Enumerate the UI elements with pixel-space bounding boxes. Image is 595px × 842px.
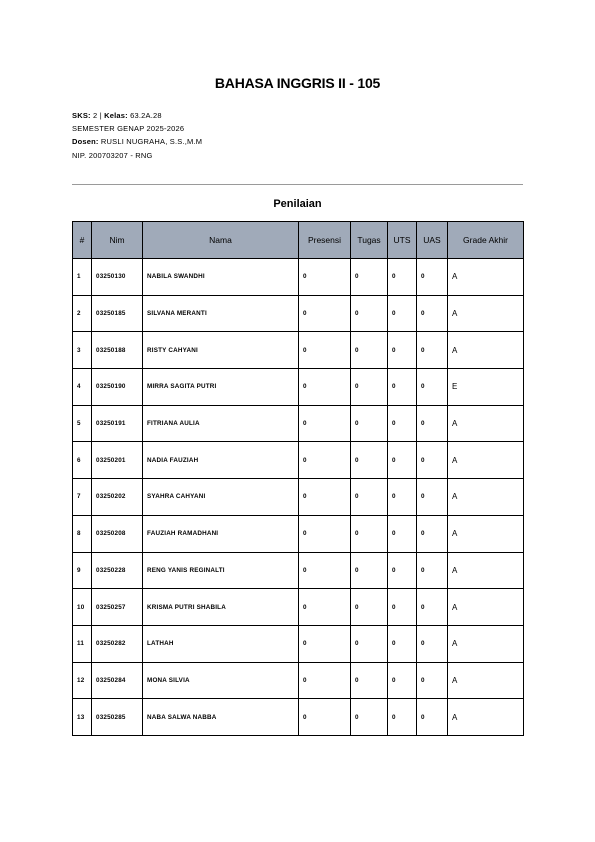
cell-uts: 0 xyxy=(388,332,417,369)
table-row xyxy=(73,625,524,662)
semester-line: SEMESTER GENAP 2025-2026 xyxy=(72,124,185,134)
cell-tugas: 0 xyxy=(351,552,388,589)
table-row xyxy=(73,552,524,589)
cell-nim: 03250284 xyxy=(92,662,143,699)
cell-nim: 03250228 xyxy=(92,552,143,589)
cell-uas: 0 xyxy=(417,662,448,699)
sks-label: SKS: xyxy=(72,111,91,120)
info-separator: | xyxy=(99,111,102,120)
cell-nim: 03250201 xyxy=(92,442,143,479)
cell-nim: 03250130 xyxy=(92,259,143,296)
cell-nama: NABILA SWANDHI xyxy=(143,259,299,296)
cell-no: 12 xyxy=(73,662,92,699)
cell-grade: A xyxy=(448,442,524,479)
cell-uas: 0 xyxy=(417,699,448,736)
column-header-nim: Nim xyxy=(92,222,143,259)
cell-grade: A xyxy=(448,515,524,552)
cell-nama: FITRIANA AULIA xyxy=(143,405,299,442)
section-title: Penilaian xyxy=(273,198,322,210)
cell-tugas: 0 xyxy=(351,515,388,552)
cell-nama: MIRRA SAGITA PUTRI xyxy=(143,369,299,406)
cell-tugas: 0 xyxy=(351,295,388,332)
table-row xyxy=(73,479,524,516)
cell-presensi: 0 xyxy=(299,369,351,406)
column-header-tugas: Tugas xyxy=(351,222,388,259)
cell-nama: NADIA FAUZIAH xyxy=(143,442,299,479)
cell-nama: MONA SILVIA xyxy=(143,662,299,699)
cell-nim: 03250208 xyxy=(92,515,143,552)
cell-uas: 0 xyxy=(417,369,448,406)
cell-grade: A xyxy=(448,699,524,736)
cell-uas: 0 xyxy=(417,589,448,626)
cell-no: 1 xyxy=(73,259,92,296)
header-divider xyxy=(72,184,523,185)
cell-grade: A xyxy=(448,332,524,369)
cell-nim: 03250185 xyxy=(92,295,143,332)
cell-nama: RENG YANIS REGINALTI xyxy=(143,552,299,589)
cell-uas: 0 xyxy=(417,552,448,589)
dosen-label: Dosen: xyxy=(72,137,99,147)
kelas-label: Kelas: xyxy=(104,111,128,120)
cell-uts: 0 xyxy=(388,259,417,296)
cell-presensi: 0 xyxy=(299,442,351,479)
grades-table xyxy=(72,221,524,736)
cell-nim: 03250257 xyxy=(92,589,143,626)
table-row xyxy=(73,259,524,296)
cell-uas: 0 xyxy=(417,442,448,479)
cell-nama: SILVANA MERANTI xyxy=(143,295,299,332)
cell-tugas: 0 xyxy=(351,405,388,442)
cell-presensi: 0 xyxy=(299,405,351,442)
cell-no: 4 xyxy=(73,369,92,406)
cell-uts: 0 xyxy=(388,369,417,406)
column-header-presensi: Presensi xyxy=(299,222,351,259)
sks-kelas-line xyxy=(72,109,202,122)
cell-uas: 0 xyxy=(417,515,448,552)
cell-grade: A xyxy=(448,295,524,332)
cell-no: 2 xyxy=(73,295,92,332)
cell-uts: 0 xyxy=(388,699,417,736)
table-row xyxy=(73,699,524,736)
cell-uas: 0 xyxy=(417,625,448,662)
cell-grade: A xyxy=(448,662,524,699)
cell-presensi: 0 xyxy=(299,552,351,589)
cell-presensi: 0 xyxy=(299,589,351,626)
cell-tugas: 0 xyxy=(351,369,388,406)
cell-nim: 03250285 xyxy=(92,699,143,736)
cell-presensi: 0 xyxy=(299,295,351,332)
cell-grade: A xyxy=(448,625,524,662)
cell-tugas: 0 xyxy=(351,589,388,626)
column-header-no: # xyxy=(73,222,92,259)
page-title: BAHASA INGGRIS II - 105 xyxy=(214,75,381,91)
cell-grade: E xyxy=(448,369,524,406)
cell-no: 5 xyxy=(73,405,92,442)
table-row xyxy=(73,405,524,442)
cell-uts: 0 xyxy=(388,405,417,442)
cell-no: 10 xyxy=(73,589,92,626)
cell-no: 6 xyxy=(73,442,92,479)
cell-tugas: 0 xyxy=(351,625,388,662)
cell-uts: 0 xyxy=(388,662,417,699)
cell-nama: RISTY CAHYANI xyxy=(143,332,299,369)
cell-nim: 03250202 xyxy=(92,479,143,516)
cell-uts: 0 xyxy=(388,479,417,516)
cell-uas: 0 xyxy=(417,405,448,442)
cell-tugas: 0 xyxy=(351,259,388,296)
cell-grade: A xyxy=(448,589,524,626)
cell-uts: 0 xyxy=(388,589,417,626)
cell-nim: 03250190 xyxy=(92,369,143,406)
cell-no: 13 xyxy=(73,699,92,736)
cell-tugas: 0 xyxy=(351,699,388,736)
cell-no: 9 xyxy=(73,552,92,589)
cell-tugas: 0 xyxy=(351,332,388,369)
cell-grade: A xyxy=(448,552,524,589)
table-row xyxy=(73,332,524,369)
column-header-uts: UTS xyxy=(388,222,417,259)
cell-presensi: 0 xyxy=(299,332,351,369)
cell-nim: 03250188 xyxy=(92,332,143,369)
dosen-value: RUSLI NUGRAHA, S.S.,M.M xyxy=(100,137,203,147)
cell-presensi: 0 xyxy=(299,515,351,552)
table-row xyxy=(73,295,524,332)
column-header-nama: Nama xyxy=(143,222,299,259)
cell-grade: A xyxy=(448,405,524,442)
column-header-uas: UAS xyxy=(417,222,448,259)
cell-grade: A xyxy=(448,479,524,516)
cell-nama: KRISMA PUTRI SHABILA xyxy=(143,589,299,626)
cell-tugas: 0 xyxy=(351,479,388,516)
cell-grade: A xyxy=(448,259,524,296)
sks-value: 2 xyxy=(93,111,98,120)
cell-tugas: 0 xyxy=(351,662,388,699)
cell-presensi: 0 xyxy=(299,699,351,736)
cell-nama: NABA SALWA NABBA xyxy=(143,699,299,736)
cell-uas: 0 xyxy=(417,295,448,332)
table-row xyxy=(73,442,524,479)
cell-uts: 0 xyxy=(388,552,417,589)
cell-tugas: 0 xyxy=(351,442,388,479)
nip-line: NIP. 200703207 - RNG xyxy=(72,150,153,160)
cell-no: 7 xyxy=(73,479,92,516)
cell-nim: 03250282 xyxy=(92,625,143,662)
cell-no: 11 xyxy=(73,625,92,662)
table-row xyxy=(73,515,524,552)
cell-nama: SYAHRA CAHYANI xyxy=(143,479,299,516)
cell-no: 3 xyxy=(73,332,92,369)
course-info xyxy=(72,109,202,162)
cell-nim: 03250191 xyxy=(92,405,143,442)
cell-no: 8 xyxy=(73,515,92,552)
table-header-row xyxy=(73,222,524,259)
cell-presensi: 0 xyxy=(299,479,351,516)
table-row xyxy=(73,662,524,699)
cell-uts: 0 xyxy=(388,515,417,552)
kelas-value: 63.2A.28 xyxy=(130,111,162,120)
cell-uts: 0 xyxy=(388,625,417,662)
cell-uas: 0 xyxy=(417,259,448,296)
table-row xyxy=(73,369,524,406)
cell-presensi: 0 xyxy=(299,625,351,662)
column-header-grade: Grade Akhir xyxy=(448,222,524,259)
cell-uts: 0 xyxy=(388,442,417,479)
dosen-line xyxy=(72,135,202,148)
cell-nama: LATHAH xyxy=(143,625,299,662)
cell-presensi: 0 xyxy=(299,662,351,699)
cell-nama: FAUZIAH RAMADHANI xyxy=(143,515,299,552)
cell-uas: 0 xyxy=(417,332,448,369)
cell-presensi: 0 xyxy=(299,259,351,296)
cell-uts: 0 xyxy=(388,295,417,332)
cell-uas: 0 xyxy=(417,479,448,516)
table-row xyxy=(73,589,524,626)
